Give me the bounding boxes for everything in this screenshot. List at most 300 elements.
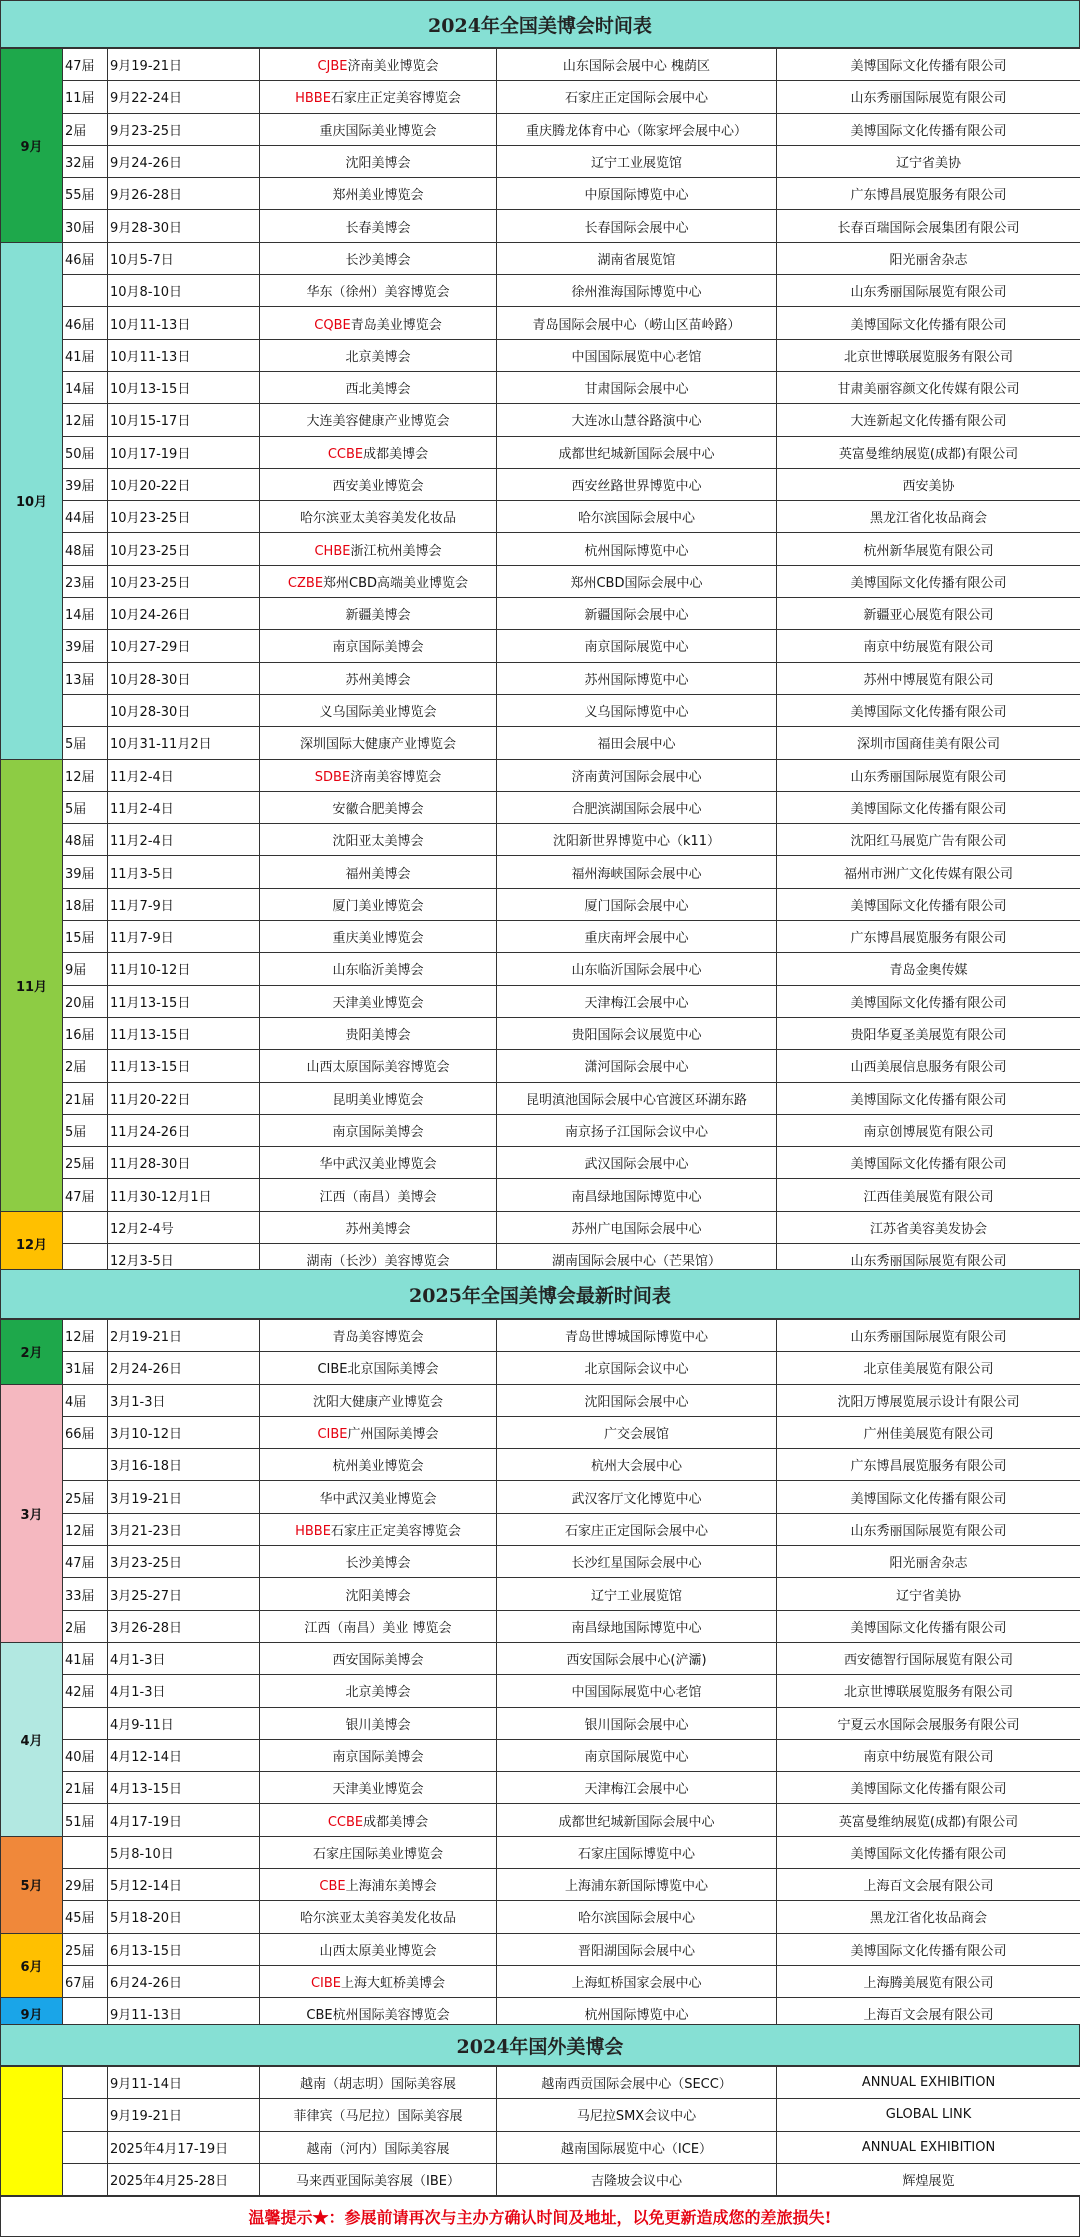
date-cell: 10月11-13日	[108, 339, 260, 371]
expo-name: 南京国际美博会	[332, 640, 424, 656]
table-row	[1, 598, 1080, 630]
brand-code: CCBE	[327, 1814, 364, 1830]
organizer-cell: 美博国际文化传播有限公司	[777, 1610, 1080, 1642]
venue-cell: 越南西贡国际会展中心（SECC）	[497, 2067, 777, 2099]
date-cell: 3月16-18日	[108, 1449, 260, 1481]
table-row	[1, 953, 1080, 985]
month-cell: 3月	[1, 1384, 63, 1642]
date-cell: 2025年4月25-28日	[108, 2163, 260, 2195]
edition-cell	[63, 1449, 108, 1481]
table-row	[1, 1147, 1080, 1179]
expo-name-cell	[260, 1147, 497, 1179]
date-cell: 3月23-25日	[108, 1546, 260, 1578]
date-cell: 10月5-7日	[108, 242, 260, 274]
organizer-cell: 南京中纺展览有限公司	[777, 630, 1080, 662]
expo-name: 沈阳大健康产业博览会	[312, 1394, 443, 1410]
organizer-cell: 北京世博联展览服务有限公司	[777, 1675, 1080, 1707]
venue-cell: 石家庄国际博览中心	[497, 1836, 777, 1868]
organizer-cell: 辉煌展览	[777, 2163, 1080, 2195]
expo-name: 西安美业博览会	[332, 479, 424, 494]
date-cell: 10月24-26日	[108, 598, 260, 630]
edition-cell: 12届	[63, 1320, 108, 1352]
expo-name: CIBE北京国际美博会	[317, 1362, 439, 1378]
table-row	[1, 1082, 1080, 1114]
expo-name-cell	[260, 1965, 497, 1997]
organizer-cell: 北京佳美展览有限公司	[777, 1352, 1080, 1384]
table-row	[1, 888, 1080, 920]
edition-cell: 48届	[63, 824, 108, 856]
table-row	[1, 1546, 1080, 1578]
date-cell: 2月24-26日	[108, 1352, 260, 1384]
table-row	[1, 824, 1080, 856]
expo-name-cell	[260, 1707, 497, 1739]
expo-name-cell	[260, 242, 497, 274]
date-cell: 10月15-17日	[108, 404, 260, 436]
expo-name-cell	[260, 1901, 497, 1933]
expo-name: 青岛美容博览会	[332, 1330, 424, 1346]
edition-cell: 20届	[63, 985, 108, 1017]
expo-name: 石家庄正定美容博览会	[330, 1523, 461, 1539]
date-cell: 10月31-11月2日	[108, 727, 260, 759]
edition-cell: 66届	[63, 1416, 108, 1448]
date-cell: 10月23-25日	[108, 533, 260, 565]
table-row	[1, 759, 1080, 791]
date-cell: 12月3-5日	[108, 1243, 260, 1275]
edition-cell: 4届	[63, 1384, 108, 1416]
expo-name-cell	[260, 49, 497, 81]
venue-cell: 贵阳国际会议展览中心	[497, 1017, 777, 1049]
table-row	[1, 113, 1080, 145]
edition-cell: 21届	[63, 1082, 108, 1114]
brand-code: CCBE	[327, 446, 364, 462]
expo-name-cell	[260, 1675, 497, 1707]
organizer-cell: 甘肃美丽容颜文化传媒有限公司	[777, 371, 1080, 403]
brand-code: CQBE	[314, 317, 351, 333]
date-cell: 2月19-21日	[108, 1320, 260, 1352]
table-row	[1, 1352, 1080, 1384]
expo-name-cell	[260, 113, 497, 145]
expo-name-cell	[260, 404, 497, 436]
brand-code: CIBE	[317, 1427, 348, 1443]
table-row	[1, 49, 1080, 81]
date-cell: 9月26-28日	[108, 178, 260, 210]
organizer-cell: GLOBAL LINK	[777, 2099, 1080, 2131]
venue-cell: 上海浦东新国际博览中心	[497, 1869, 777, 1901]
expo-name-cell	[260, 533, 497, 565]
organizer-cell: 美博国际文化传播有限公司	[777, 113, 1080, 145]
organizer-cell: 黑龙江省化妆品商会	[777, 501, 1080, 533]
expo-name: 义乌国际美业博览会	[319, 705, 437, 721]
edition-cell	[63, 275, 108, 307]
expo-name: 昆明美业博览会	[332, 1092, 424, 1108]
edition-cell: 39届	[63, 856, 108, 888]
table-row	[1, 630, 1080, 662]
expo-name: 哈尔滨亚太美容美发化妆品	[299, 1911, 456, 1927]
expo-name: 安徽合肥美博会	[332, 801, 424, 817]
date-cell: 3月10-12日	[108, 1416, 260, 1448]
venue-cell: 长春国际会展中心	[497, 210, 777, 242]
expo-name-cell	[260, 598, 497, 630]
table-row	[1, 242, 1080, 274]
organizer-cell: 南京中纺展览有限公司	[777, 1739, 1080, 1771]
edition-cell: 50届	[63, 436, 108, 468]
edition-cell: 16届	[63, 1017, 108, 1049]
date-cell: 12月2-4号	[108, 1211, 260, 1243]
organizer-cell: 美博国际文化传播有限公司	[777, 1147, 1080, 1179]
date-cell: 9月24-26日	[108, 145, 260, 177]
expo-name-cell	[260, 1836, 497, 1868]
table-row	[1, 1017, 1080, 1049]
expo-name-cell	[260, 1114, 497, 1146]
date-cell: 11月7-9日	[108, 921, 260, 953]
organizer-cell: 美博国际文化传播有限公司	[777, 565, 1080, 597]
date-cell: 11月13-15日	[108, 1050, 260, 1082]
venue-cell: 天津梅江会展中心	[497, 985, 777, 1017]
table-row	[1, 856, 1080, 888]
date-cell: 10月11-13日	[108, 307, 260, 339]
expo-name-cell	[260, 1384, 497, 1416]
table-row	[1, 436, 1080, 468]
expo-name-cell	[260, 2131, 497, 2163]
table-row	[1, 1211, 1080, 1243]
venue-cell: 苏州广电国际会展中心	[497, 1211, 777, 1243]
expo-name-cell	[260, 501, 497, 533]
warning-tip: 温馨提示★：参展前请再次与主办方确认时间及地址，以免更新造成您的差旅损失!	[0, 2196, 1080, 2237]
table-row	[1, 1901, 1080, 1933]
venue-cell: 山东临沂国际会展中心	[497, 953, 777, 985]
venue-cell: 晋阳湖国际会展中心	[497, 1933, 777, 1965]
expo-name-cell	[260, 565, 497, 597]
expo-name: 西北美博会	[345, 382, 411, 398]
date-cell: 11月10-12日	[108, 953, 260, 985]
date-cell: 11月2-4日	[108, 759, 260, 791]
expo-name: 苏州美博会	[345, 672, 411, 688]
expo-name: 成都美博会	[363, 1814, 429, 1830]
table-row	[1, 178, 1080, 210]
organizer-cell: 广东博昌展览服务有限公司	[777, 921, 1080, 953]
edition-cell: 25届	[63, 1147, 108, 1179]
expo-name-cell	[260, 1416, 497, 1448]
venue-cell: 苏州国际博览中心	[497, 662, 777, 694]
expo-name-cell	[260, 921, 497, 953]
table-row	[1, 1772, 1080, 1804]
organizer-cell: 山东秀丽国际展览有限公司	[777, 81, 1080, 113]
edition-cell: 67届	[63, 1965, 108, 1997]
venue-cell: 西安丝路世界博览中心	[497, 468, 777, 500]
date-cell: 4月12-14日	[108, 1739, 260, 1771]
schedule-table	[0, 1319, 1080, 2031]
table-row	[1, 1804, 1080, 1836]
venue-cell: 重庆南坪会展中心	[497, 921, 777, 953]
edition-cell: 39届	[63, 468, 108, 500]
table-row	[1, 1513, 1080, 1545]
organizer-cell: 广东博昌展览服务有限公司	[777, 1449, 1080, 1481]
table-row	[1, 533, 1080, 565]
expo-name: 石家庄正定美容博览会	[330, 91, 461, 107]
venue-cell: 昆明滇池国际会展中心官渡区环湖东路	[497, 1082, 777, 1114]
organizer-cell: 山东秀丽国际展览有限公司	[777, 759, 1080, 791]
organizer-cell: 沈阳红马展览广告有限公司	[777, 824, 1080, 856]
venue-cell: 马尼拉SMX会议中心	[497, 2099, 777, 2131]
expo-name-cell	[260, 210, 497, 242]
venue-cell: 徐州淮海国际博览中心	[497, 275, 777, 307]
venue-cell: 福州海峡国际会展中心	[497, 856, 777, 888]
expo-name: 银川美博会	[345, 1717, 411, 1733]
venue-cell: 重庆腾龙体育中心（陈家坪会展中心）	[497, 113, 777, 145]
organizer-cell: 新疆亚心展览有限公司	[777, 598, 1080, 630]
expo-name-cell	[260, 1050, 497, 1082]
venue-cell: 辽宁工业展览馆	[497, 145, 777, 177]
expo-name: 石家庄国际美业博览会	[312, 1846, 443, 1862]
edition-cell: 2届	[63, 1610, 108, 1642]
month-cell: 4月	[1, 1642, 63, 1836]
month-cell: 12月	[1, 1211, 63, 1276]
expo-name: 贵阳美博会	[345, 1028, 411, 1044]
edition-cell: 39届	[63, 630, 108, 662]
date-cell: 3月26-28日	[108, 1610, 260, 1642]
venue-cell: 杭州国际博览中心	[497, 1998, 777, 2030]
expo-name: 哈尔滨亚太美容美发化妆品	[299, 511, 456, 527]
expo-name-cell	[260, 1211, 497, 1243]
expo-name: 成都美博会	[363, 446, 429, 462]
edition-cell: 40届	[63, 1739, 108, 1771]
table-row	[1, 1965, 1080, 1997]
venue-cell: 石家庄正定国际会展中心	[497, 81, 777, 113]
expo-name: 天津美业博览会	[332, 995, 424, 1011]
table-row	[1, 145, 1080, 177]
edition-cell: 31届	[63, 1352, 108, 1384]
table-row	[1, 501, 1080, 533]
date-cell: 11月2-4日	[108, 791, 260, 823]
table-row	[1, 2067, 1080, 2099]
venue-cell: 北京国际会议中心	[497, 1352, 777, 1384]
organizer-cell: 大连新起文化传播有限公司	[777, 404, 1080, 436]
date-cell: 10月23-25日	[108, 565, 260, 597]
edition-cell: 21届	[63, 1772, 108, 1804]
expo-name-cell	[260, 1933, 497, 1965]
expo-name: 越南（胡志明）国际美容展	[299, 2077, 456, 2093]
expo-name-cell	[260, 1739, 497, 1771]
organizer-cell: 英富曼维纳展览(成都)有限公司	[777, 1804, 1080, 1836]
venue-cell: 南昌绿地国际博览中心	[497, 1179, 777, 1211]
date-cell: 4月13-15日	[108, 1772, 260, 1804]
expo-name-cell	[260, 1642, 497, 1674]
edition-cell: 2届	[63, 1050, 108, 1082]
table-row	[1, 2131, 1080, 2163]
date-cell: 11月20-22日	[108, 1082, 260, 1114]
organizer-cell: 阳光丽舍杂志	[777, 242, 1080, 274]
edition-cell: 12届	[63, 1513, 108, 1545]
venue-cell: 上海虹桥国家会展中心	[497, 1965, 777, 1997]
venue-cell: 新疆国际会展中心	[497, 598, 777, 630]
expo-name: 浙江杭州美博会	[350, 543, 442, 559]
organizer-cell: 沈阳万博展览展示设计有限公司	[777, 1384, 1080, 1416]
venue-cell: 广交会展馆	[497, 1416, 777, 1448]
edition-cell: 13届	[63, 662, 108, 694]
table-row	[1, 1610, 1080, 1642]
edition-cell	[63, 2067, 108, 2099]
expo-name-cell	[260, 1082, 497, 1114]
table-row	[1, 1707, 1080, 1739]
table-row	[1, 727, 1080, 759]
table-row	[1, 1739, 1080, 1771]
brand-code: CIBE	[310, 1976, 342, 1992]
expo-name: 长沙美博会	[345, 252, 411, 268]
expo-name-cell	[260, 468, 497, 500]
venue-cell: 杭州大会展中心	[497, 1449, 777, 1481]
expo-name: 北京美博会	[345, 1685, 411, 1701]
table-row	[1, 371, 1080, 403]
edition-cell: 29届	[63, 1869, 108, 1901]
organizer-cell: 美博国际文化传播有限公司	[777, 1933, 1080, 1965]
venue-cell: 湖南国际会展中心（芒果馆）	[497, 1243, 777, 1275]
table-row	[1, 2099, 1080, 2131]
venue-cell: 哈尔滨国际会展中心	[497, 501, 777, 533]
expo-name: 华中武汉美业博览会	[319, 1491, 437, 1507]
organizer-cell: 西安德智行国际展览有限公司	[777, 1642, 1080, 1674]
expo-name: 北京美博会	[345, 349, 411, 365]
month-cell: 2月	[1, 1320, 63, 1385]
venue-cell: 青岛国际会展中心（崂山区苗岭路）	[497, 307, 777, 339]
date-cell: 11月7-9日	[108, 888, 260, 920]
organizer-cell: 美博国际文化传播有限公司	[777, 791, 1080, 823]
venue-cell: 武汉客厅文化博览中心	[497, 1481, 777, 1513]
venue-cell: 湖南省展览馆	[497, 242, 777, 274]
expo-name-cell	[260, 178, 497, 210]
expo-name: 苏州美博会	[345, 1221, 411, 1237]
edition-cell: 48届	[63, 533, 108, 565]
expo-name: 湖南（长沙）美容博览会	[306, 1254, 450, 1270]
venue-cell: 南京国际展览中心	[497, 630, 777, 662]
venue-cell: 济南黄河国际会展中心	[497, 759, 777, 791]
date-cell: 9月22-24日	[108, 81, 260, 113]
organizer-cell: 美博国际文化传播有限公司	[777, 1772, 1080, 1804]
expo-name: 杭州美业博览会	[332, 1459, 424, 1475]
date-cell: 6月24-26日	[108, 1965, 260, 1997]
expo-name-cell	[260, 1179, 497, 1211]
expo-name: 济南美业博览会	[347, 59, 439, 75]
venue-cell: 大连冰山慧谷路演中心	[497, 404, 777, 436]
organizer-cell: 宁夏云水国际会展服务有限公司	[777, 1707, 1080, 1739]
expo-name-cell	[260, 1804, 497, 1836]
expo-name-cell	[260, 759, 497, 791]
edition-cell: 51届	[63, 1804, 108, 1836]
date-cell: 11月3-5日	[108, 856, 260, 888]
expo-name-cell	[260, 727, 497, 759]
month-cell: 5月	[1, 1836, 63, 1933]
expo-name-cell	[260, 1320, 497, 1352]
edition-cell	[63, 1707, 108, 1739]
expo-name-cell	[260, 1610, 497, 1642]
venue-cell: 义乌国际博览中心	[497, 694, 777, 726]
date-cell: 11月2-4日	[108, 824, 260, 856]
expo-name-cell	[260, 339, 497, 371]
expo-name-cell	[260, 985, 497, 1017]
expo-name: 青岛美业博览会	[350, 317, 442, 333]
expo-name-cell	[260, 791, 497, 823]
venue-cell: 武汉国际会展中心	[497, 1147, 777, 1179]
expo-name-cell	[260, 2099, 497, 2131]
section-title: 2024年全国美博会时间表	[0, 0, 1080, 48]
expo-name-cell	[260, 694, 497, 726]
edition-cell: 2届	[63, 113, 108, 145]
edition-cell: 25届	[63, 1933, 108, 1965]
date-cell: 3月1-3日	[108, 1384, 260, 1416]
edition-cell: 42届	[63, 1675, 108, 1707]
date-cell: 10月28-30日	[108, 694, 260, 726]
table-row	[1, 307, 1080, 339]
expo-name: 上海浦东美博会	[345, 1879, 437, 1895]
organizer-cell: 南京创博展览有限公司	[777, 1114, 1080, 1146]
table-row	[1, 1578, 1080, 1610]
expo-name: 沈阳亚太美博会	[332, 834, 424, 850]
expo-name: 江西（南昌）美业 博览会	[304, 1620, 452, 1636]
organizer-cell: 美博国际文化传播有限公司	[777, 1082, 1080, 1114]
expo-name: 广州国际美博会	[347, 1427, 439, 1443]
expo-name-cell	[260, 275, 497, 307]
table-row	[1, 210, 1080, 242]
edition-cell: 9届	[63, 953, 108, 985]
date-cell: 9月11-14日	[108, 2067, 260, 2099]
date-cell: 10月20-22日	[108, 468, 260, 500]
month-cell: 9月	[1, 1998, 63, 2030]
organizer-cell: 上海腾美展览有限公司	[777, 1965, 1080, 1997]
organizer-cell: 苏州中博展览有限公司	[777, 662, 1080, 694]
expo-name-cell	[260, 1481, 497, 1513]
organizer-cell: 山东秀丽国际展览有限公司	[777, 1320, 1080, 1352]
edition-cell: 46届	[63, 242, 108, 274]
table-row	[1, 1481, 1080, 1513]
date-cell: 10月17-19日	[108, 436, 260, 468]
expo-name: 江西（南昌）美博会	[319, 1189, 437, 1205]
organizer-cell: 杭州新华展览有限公司	[777, 533, 1080, 565]
table-row	[1, 565, 1080, 597]
edition-cell: 41届	[63, 339, 108, 371]
table-row	[1, 1050, 1080, 1082]
organizer-cell: 深圳市国商佳美有限公司	[777, 727, 1080, 759]
venue-cell: 中原国际博览中心	[497, 178, 777, 210]
date-cell: 11月30-12月1日	[108, 1179, 260, 1211]
table-row	[1, 791, 1080, 823]
expo-name: 南京国际美博会	[332, 1750, 424, 1765]
venue-cell: 山东国际会展中心 槐荫区	[497, 49, 777, 81]
expo-name-cell	[260, 888, 497, 920]
brand-code: CBE	[319, 1879, 346, 1895]
expo-name-cell	[260, 145, 497, 177]
edition-cell: 15届	[63, 921, 108, 953]
edition-cell: 44届	[63, 501, 108, 533]
date-cell: 10月13-15日	[108, 371, 260, 403]
expo-name: 山西太原美业博览会	[319, 1943, 437, 1959]
organizer-cell: 美博国际文化传播有限公司	[777, 49, 1080, 81]
organizer-cell: 辽宁省美协	[777, 145, 1080, 177]
table-row	[1, 985, 1080, 1017]
organizer-cell: 美博国际文化传播有限公司	[777, 307, 1080, 339]
expo-name-cell	[260, 953, 497, 985]
organizer-cell: 美博国际文化传播有限公司	[777, 1481, 1080, 1513]
venue-cell: 沈阳新世界博览中心（k11）	[497, 824, 777, 856]
month-cell: 11月	[1, 759, 63, 1211]
schedule-table	[0, 2066, 1080, 2196]
date-cell: 9月19-21日	[108, 49, 260, 81]
date-cell: 4月1-3日	[108, 1675, 260, 1707]
brand-code: CJBE	[317, 59, 348, 75]
table-row	[1, 2163, 1080, 2195]
expo-name: 福州美博会	[345, 866, 411, 882]
venue-cell: 越南国际展览中心（ICE）	[497, 2131, 777, 2163]
organizer-cell: 辽宁省美协	[777, 1578, 1080, 1610]
venue-cell: 郑州CBD国际会展中心	[497, 565, 777, 597]
